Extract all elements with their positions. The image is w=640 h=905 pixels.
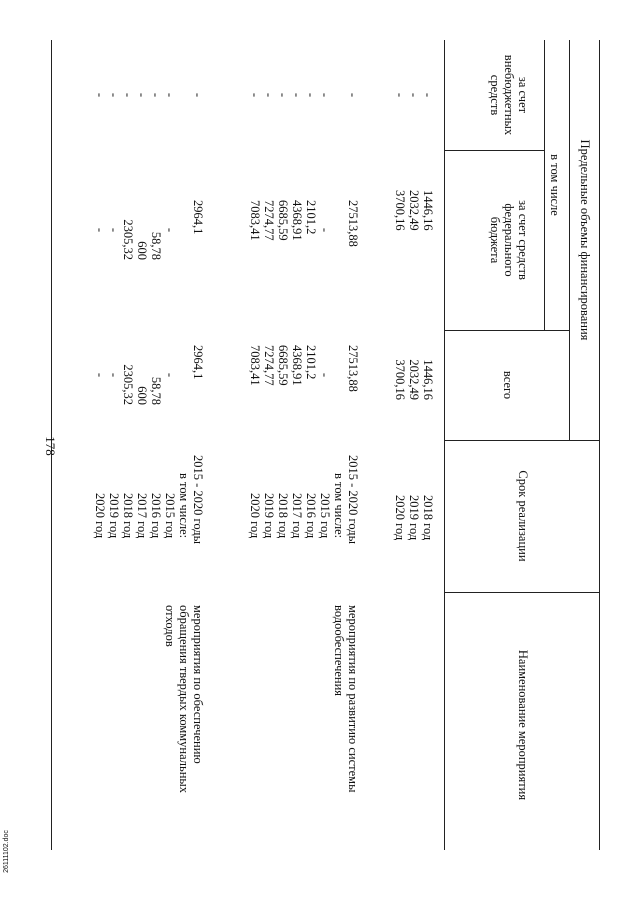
header-limits: Предельные объемы финансирования	[578, 139, 592, 341]
block2-term: 2015 - 2020 годы в том числе: 2015 год 2016 год 2017 год 2018 год 2019 год 2020 год	[248, 455, 360, 545]
footer-code: 26111102.doc	[2, 830, 10, 873]
header-incl: в том числе	[548, 154, 562, 216]
header-federal: за счет средств федерального бюджета	[488, 200, 530, 280]
header-term: Срок реализации	[516, 470, 530, 562]
block1-federal: 1446,16 2032,49 3700,16	[393, 190, 435, 231]
block3-name: мероприятия по обеспечению обращения твердых коммунальных отходов	[163, 605, 205, 794]
block3-term: 2015 - 2020 годы в том числе: 2015 год 2016 год 2017 год 2018 год 2019 год 2020 год	[93, 455, 205, 545]
block2-name: мероприятия по развитию системы водообеспечения	[332, 605, 360, 793]
table-top-rule	[599, 40, 600, 850]
header-total: всего	[501, 370, 515, 400]
block2-federal: 27513,88 - 2101,2 4368,91 6685,59 7274,77 7083,41	[248, 200, 360, 247]
header-extra: за счет внебюджетных средств	[488, 54, 530, 136]
limits-rule	[569, 40, 570, 440]
block3-extra: - - - - - - -	[93, 92, 205, 98]
block3-total: 2964,1 - 58,78 600 2305,32 - -	[93, 345, 205, 405]
block3-federal: 2964,1 - 58,78 600 2305,32 - -	[93, 200, 205, 260]
page-number: 178	[43, 436, 58, 456]
header-name: Наименование мероприятия	[516, 649, 530, 801]
block1-total: 1446,16 2032,49 3700,16	[393, 359, 435, 400]
incl-rule	[544, 40, 545, 330]
block1-extra: - - -	[393, 92, 435, 98]
block2-total: 27513,88 - 2101,2 4368,91 6685,59 7274,77 7083,41	[248, 345, 360, 392]
col-divider-1	[445, 592, 600, 593]
block2-extra: - - - - - - -	[248, 92, 360, 98]
block1-years: 2018 год 2019 год 2020 год	[393, 495, 435, 541]
header-bottom-rule	[444, 40, 445, 850]
